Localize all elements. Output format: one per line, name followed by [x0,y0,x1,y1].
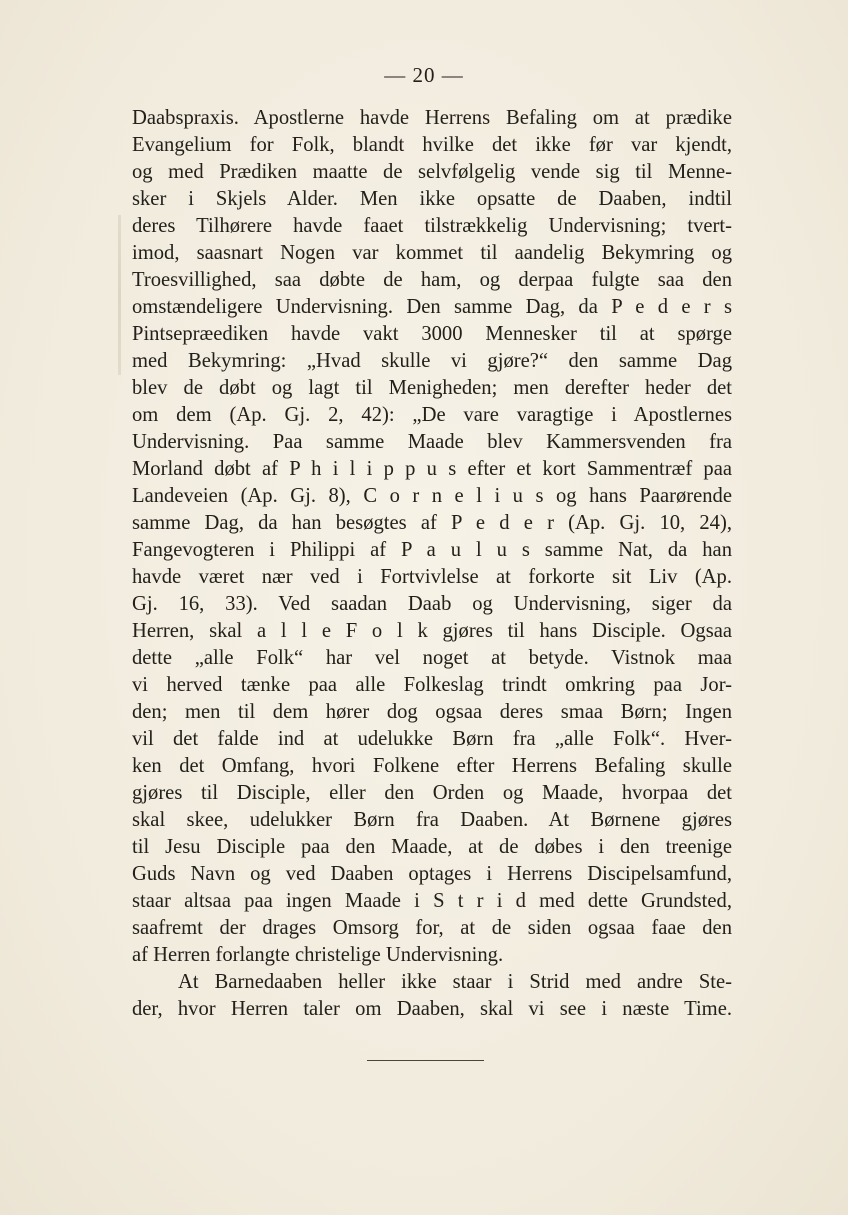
text-line: Landeveien (Ap. Gj. 8), C o r n e l i u s og hans Paarørende [132,485,732,507]
text-line: Undervisning. Paa samme Maade blev Kammersvenden fra [132,431,732,453]
text-line: der, hvor Herren taler om Daaben, skal vi see i næste Time. [132,998,732,1020]
text-line: blev de døbt og lagt til Menigheden; men derefter heder det [132,377,732,399]
text-line: den; men til dem hører dog ogsaa deres smaa Børn; Ingen [132,701,732,723]
text-line: og med Prædiken maatte de selvfølgelig vende sig til Menne- [132,161,732,183]
text-line: samme Dag, da han besøgtes af P e d e r (Ap. Gj. 10, 24), [132,512,732,534]
text-line: med Bekymring: „Hvad skulle vi gjøre?“ den samme Dag [132,350,732,372]
text-line: imod, saasnart Nogen var kommet til aandelig Bekymring og [132,242,732,264]
text-line: skal skee, udelukker Børn fra Daaben. At Børnene gjøres [132,809,732,831]
text-line: om dem (Ap. Gj. 2, 42): „De vare varagtige i Apostlernes [132,404,732,426]
text-line: gjøres til Disciple, eller den Orden og Maade, hvorpaa det [132,782,732,804]
text-line: At Barnedaaben heller ikke staar i Strid med andre Ste- [178,971,732,993]
text-line: Troesvillighed, saa døbte de ham, og derpaa fulgte saa den [132,269,732,291]
margin-stain [118,215,121,375]
text-line: Fangevogteren i Philippi af P a u l u s samme Nat, da han [132,539,732,561]
body-text [132,105,732,1023]
text-line: dette „alle Folk“ har vel noget at betyde. Vistnok maa [132,647,732,669]
text-line: sker i Skjels Alder. Men ikke opsatte de Daaben, indtil [132,188,732,210]
text-line: omstændeligere Undervisning. Den samme Dag, da P e d e r s [132,296,732,318]
text-line: Herren, skal a l l e F o l k gjøres til hans Disciple. Ogsaa [132,620,732,642]
text-line: vi herved tænke paa alle Folkeslag trindt omkring paa Jor- [132,674,732,696]
text-line: Gj. 16, 33). Ved saadan Daab og Undervisning, siger da [132,593,732,615]
text-line: vil det falde ind at udelukke Børn fra „alle Folk“. Hver- [132,728,732,750]
text-line: til Jesu Disciple paa den Maade, at de døbes i den treenige [132,836,732,858]
text-line: Guds Navn og ved Daaben optages i Herrens Discipelsamfund, [132,863,732,885]
text-line: deres Tilhørere havde faaet tilstrækkelig Undervisning; tvert- [132,215,732,237]
page-number: — 20 — [384,63,464,87]
end-rule [367,1060,484,1061]
text-line: saafremt der drages Omsorg for, at de siden ogsaa faae den [132,917,732,939]
text-line: Pintsepræediken havde vakt 3000 Mennesker til at spørge [132,323,732,345]
text-line: af Herren forlangte christelige Undervisning. [132,944,504,966]
text-line: Evangelium for Folk, blandt hvilke det ikke før var kjendt, [132,134,732,156]
text-line: staar altsaa paa ingen Maade i S t r i d med dette Grundsted, [132,890,732,912]
text-line: Daabspraxis. Apostlerne havde Herrens Befaling om at prædike [132,107,732,129]
text-line: havde været nær ved i Fortvivlelse at forkorte sit Liv (Ap. [132,566,732,588]
text-line: Morland døbt af P h i l i p p u s efter et kort Sammentræf paa [132,458,732,480]
text-line: ken det Omfang, hvori Folkene efter Herrens Befaling skulle [132,755,732,777]
